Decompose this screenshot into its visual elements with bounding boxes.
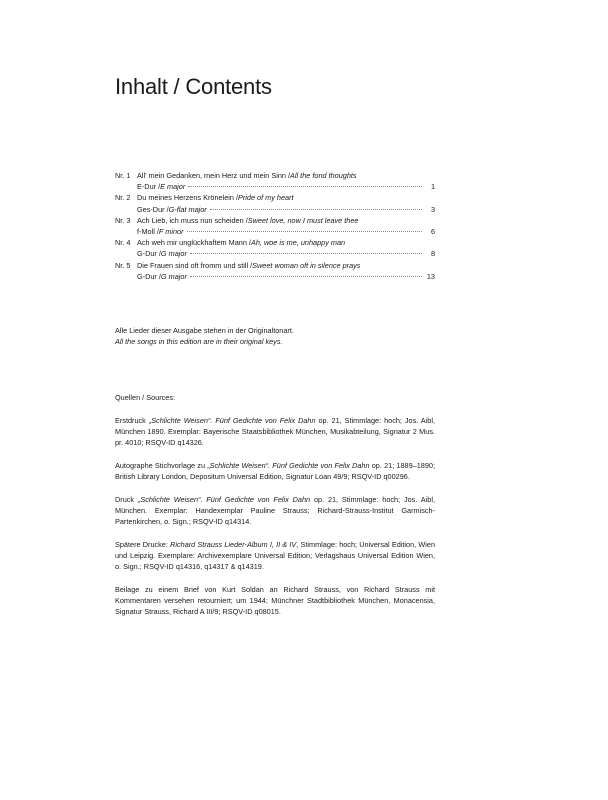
source-entry-4: Spätere Drucke: Richard Strauss Lieder-Album I, II & IV, Stimmlage: hoch; Universal Edition, Wien und Leipzig. Exemplare: Archivexemplare Universal Edition; Verlagshaus Universal Edition Wien, o. Sign.; RSQV-ID q14316, q14317 & q14319. bbox=[115, 539, 435, 572]
toc-title-en: Sweet woman oft in silence prays bbox=[252, 260, 361, 270]
source-entry-5: Beilage zu einem Brief von Kurt Soldan an Richard Strauss, von Richard Strauss mit Kommentaren versehen retourniert; um 1944; Münchner Stadtbibliothek München, Monacensia, Signatur Strauss, Richard A III/9; RSQV-ID q08015. bbox=[115, 584, 435, 617]
sources-section bbox=[115, 392, 435, 629]
toc-title-de: Ach weh mir unglückhaftem Mann / bbox=[137, 238, 251, 248]
toc-entry-2[interactable] bbox=[115, 192, 435, 214]
toc-page-number: 1 bbox=[430, 182, 435, 192]
toc-key-de: f-Moll / bbox=[137, 227, 159, 237]
toc-entry-1[interactable] bbox=[115, 170, 435, 192]
toc-number: Nr. 3 bbox=[115, 215, 131, 225]
toc-key-de: G-Dur / bbox=[137, 271, 161, 281]
toc-key-en: G major bbox=[160, 249, 187, 259]
toc-key-en: G major bbox=[160, 271, 187, 281]
toc-number: Nr. 4 bbox=[115, 238, 131, 248]
toc-title-de: All’ mein Gedanken, mein Herz und mein Sinn / bbox=[137, 171, 291, 180]
toc-number: Nr. 1 bbox=[115, 171, 131, 180]
toc-entry-4[interactable] bbox=[115, 237, 435, 259]
toc-key-en: F minor bbox=[158, 227, 184, 237]
toc-number: Nr. 5 bbox=[115, 260, 131, 270]
toc-page-number: 13 bbox=[426, 271, 435, 281]
toc-title-de: Du meines Herzens Krönelein / bbox=[137, 193, 238, 203]
toc-page-number: 8 bbox=[430, 249, 435, 259]
toc-title-en: Sweet love, now I must leave thee bbox=[247, 215, 359, 225]
key-note-en: All the songs in this edition are in their original keys. bbox=[115, 337, 283, 347]
toc-entry-3[interactable] bbox=[115, 215, 435, 237]
toc-title-de: Die Frauen sind oft fromm und still / bbox=[137, 260, 253, 270]
source-entry-3: Druck „Schlichte Weisen“. Fünf Gedichte von Felix Dahn op. 21, Stimmlage: hoch; Jos. Aibl, München. Exemplar: Handexemplar Pauline Strauss; Richard-Strauss-Institut Garmisch-Partenkirchen, o. Sign.; RSQV-ID q14314. bbox=[115, 494, 435, 527]
key-note bbox=[115, 325, 294, 347]
dot-leader bbox=[190, 276, 422, 277]
toc-key-en: E major bbox=[160, 182, 186, 192]
toc-title-en: Ah, woe is me, unhappy man bbox=[250, 238, 346, 248]
toc-key-en: G-flat major bbox=[168, 204, 207, 214]
dot-leader bbox=[188, 186, 422, 187]
toc-title-en: Pride of my heart bbox=[238, 193, 294, 203]
toc-page-number: 3 bbox=[430, 204, 435, 214]
toc-key-de: G-Dur / bbox=[137, 249, 161, 259]
dot-leader bbox=[210, 209, 422, 210]
table-of-contents bbox=[115, 170, 435, 282]
toc-page-number: 6 bbox=[430, 227, 435, 237]
dot-leader bbox=[187, 231, 422, 232]
page-title: Inhalt / Contents bbox=[115, 74, 272, 99]
toc-entry-5[interactable] bbox=[115, 260, 435, 282]
toc-key-de: Ges-Dur / bbox=[137, 204, 169, 214]
dot-leader bbox=[190, 253, 422, 254]
toc-title-en: All the fond thoughts bbox=[290, 171, 357, 180]
sources-heading: Quellen / Sources: bbox=[115, 393, 176, 402]
key-note-de: Alle Lieder dieser Ausgabe stehen in der Originaltonart. bbox=[115, 326, 294, 335]
source-entry-2: Autographe Stichvorlage zu „Schlichte Weisen“. Fünf Gedichte von Felix Dahn op. 21; 1889–1890; British Library London, Depositum Universal Edition, Signatur Loan 49/9; RSQV-ID q00296. bbox=[115, 460, 435, 482]
toc-title-de: Ach Lieb, ich muss nun scheiden / bbox=[137, 215, 248, 225]
toc-number: Nr. 2 bbox=[115, 193, 131, 203]
source-entry-1: Erstdruck „Schlichte Weisen“. Fünf Gedichte von Felix Dahn op. 21, Stimmlage: hoch; Jos. Aibl, München 1890. Exemplar: Bayerische Staatsbibliothek München, Musikabteilung, Signatur 2 Mus. pr. 4010; RSQV-ID q14326. bbox=[115, 415, 435, 448]
toc-key-de: E-Dur / bbox=[137, 182, 161, 192]
